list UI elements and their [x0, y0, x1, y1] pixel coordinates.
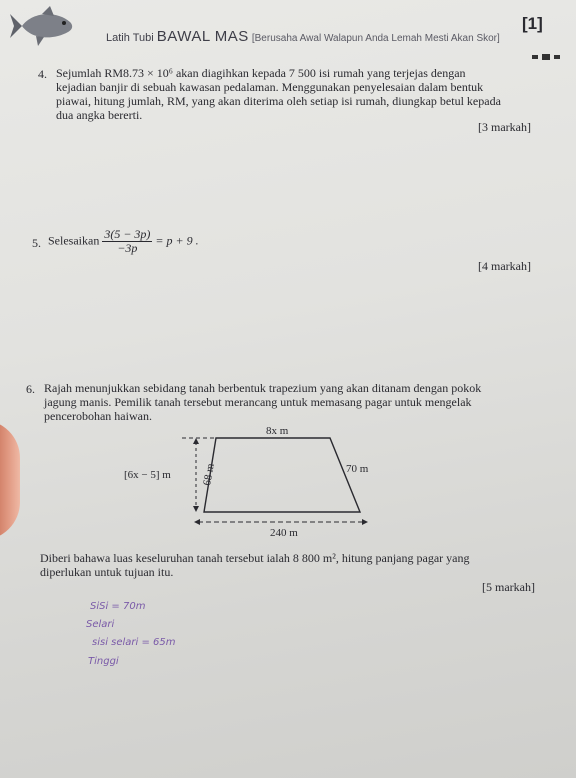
question-4-line: Sejumlah RM8.73 × 10⁶ akan diagihkan kepada 7 500 isi rumah yang terjejas dengan: [56, 66, 466, 80]
question-5-prefix: Selesaikan: [48, 233, 100, 248]
top-side-label: 8x m: [266, 425, 289, 437]
header-brand: BAWAL MAS: [156, 28, 249, 45]
question-4-marks: [3 markah]: [478, 120, 531, 134]
question-4-line: dua angka bererti.: [56, 108, 143, 122]
question-6-line: Rajah menunjukkan sebidang tanah berbentuk trapezium yang akan ditanam dengan pokok: [44, 381, 482, 395]
fraction-denominator: −3p: [117, 241, 138, 255]
trapezium-diagram: [112, 424, 382, 540]
page-number: [1]: [522, 14, 543, 33]
question-5-number: 5.: [32, 236, 41, 250]
handwritten-note: sisi selari = 65m: [92, 637, 176, 648]
bottom-side-label: 240 m: [270, 527, 298, 539]
right-side-label: 70 m: [346, 463, 369, 475]
question-6-given-line: diperlukan untuk tujuan itu.: [40, 565, 174, 579]
question-4-line: kejadian banjir di sebuah kawasan pedalaman. Menggunakan penyelesaian dalam bentuk: [56, 80, 484, 94]
left-side-label: [6x − 5] m: [124, 469, 171, 481]
diagonal-label: 68 m: [201, 462, 217, 487]
header-decoration-icon: [532, 52, 562, 62]
height-arrow-bottom-icon: [193, 506, 199, 512]
trapezium-shape: [204, 438, 360, 512]
question-5-rhs: = p + 9 .: [155, 233, 199, 248]
header-tagline: [Berusaha Awal Walapun Anda Lemah Mesti Akan Skor]: [251, 33, 500, 44]
page-header: [106, 28, 500, 45]
question-6-line: pencerobohan haiwan.: [44, 409, 152, 423]
fish-logo-icon: [8, 4, 78, 48]
question-4-line: piawai, hitung jumlah, RM, yang akan diterima oleh setiap isi rumah, diungkap betul kepada: [56, 94, 501, 108]
handwritten-note: Selari: [86, 619, 115, 630]
question-4-number: 4.: [38, 67, 47, 81]
height-arrow-top-icon: [193, 438, 199, 444]
base-arrow-left-icon: [194, 519, 200, 525]
question-5-marks: [4 markah]: [478, 259, 531, 273]
question-6-number: 6.: [26, 382, 35, 396]
header-prefix: Latih Tubi: [106, 32, 154, 44]
handwritten-note: SiSi = 70m: [90, 601, 146, 612]
base-arrow-right-icon: [362, 519, 368, 525]
question-5-fraction: [102, 228, 152, 255]
handwritten-note: Tinggi: [88, 656, 119, 667]
question-6-text: [44, 381, 481, 423]
question-6-given-line: Diberi bahawa luas keseluruhan tanah tersebut ialah 8 800 m², hitung panjang pagar yang: [40, 551, 470, 565]
question-6-line: jagung manis. Pemilik tanah tersebut merancang untuk memasang pagar untuk mengelak: [44, 395, 472, 409]
question-4-text: [56, 66, 501, 122]
fraction-numerator: 3(5 − 3p): [104, 227, 151, 241]
question-6-marks: [5 markah]: [482, 580, 535, 594]
question-5-equation: [48, 228, 199, 255]
question-6-given: [40, 551, 469, 579]
